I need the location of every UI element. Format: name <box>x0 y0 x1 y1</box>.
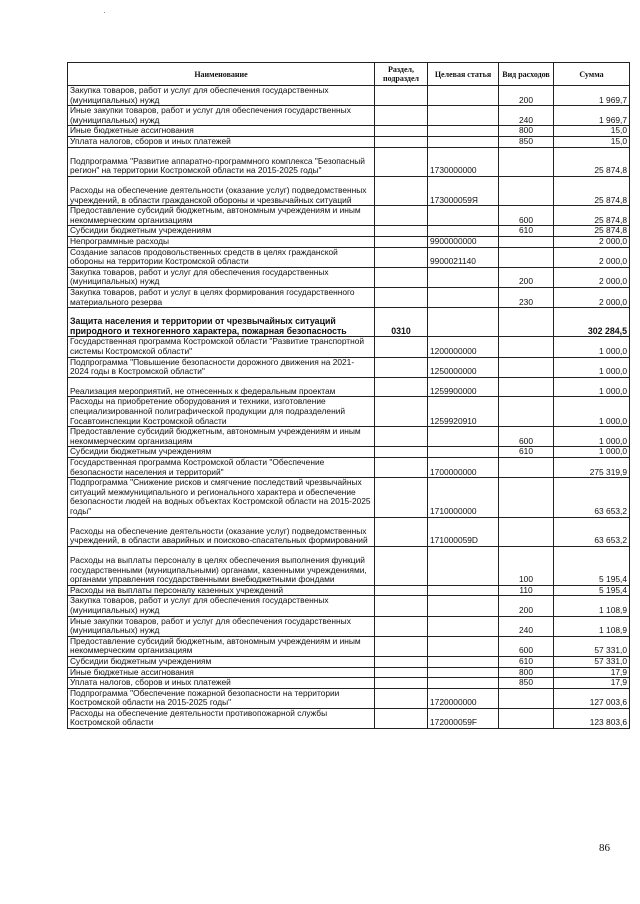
cell-target: 1720000000 <box>428 688 499 708</box>
table-row <box>68 267 630 287</box>
cell-target <box>428 678 499 689</box>
cell-name: Расходы на приобретение оборудования и техники, изготовление специализированной полиграфической продукции для подразделений Госавтоинспекции Костромской области <box>68 397 375 427</box>
cell-type: 110 <box>499 585 554 596</box>
table-row <box>68 688 630 708</box>
table-row <box>68 147 630 176</box>
table-row <box>68 667 630 678</box>
cell-type <box>499 478 554 517</box>
cell-sum: 1 969,7 <box>554 106 630 126</box>
cell-type <box>499 708 554 728</box>
cell-name: Предоставление субсидий бюджетным, автономным учреждениям и иным некоммерческим организациям <box>68 206 375 226</box>
table-row <box>68 377 630 397</box>
table-row <box>68 357 630 377</box>
cell-type: 850 <box>499 136 554 147</box>
cell-section <box>375 478 428 517</box>
cell-sum: 1 000,0 <box>554 397 630 427</box>
header-section: Раздел, подраздел <box>375 63 428 86</box>
cell-target <box>428 226 499 237</box>
cell-section <box>375 206 428 226</box>
cell-sum: 57 331,0 <box>554 656 630 667</box>
cell-target: 9900021140 <box>428 247 499 267</box>
cell-target <box>428 636 499 656</box>
cell-section <box>375 226 428 237</box>
cell-name: Защита населения и территории от чрезвычайных ситуаций природного и техногенного характера, пожарная безопасность <box>68 308 375 337</box>
cell-target <box>428 616 499 636</box>
cell-sum: 1 108,9 <box>554 596 630 616</box>
cell-section <box>375 546 428 585</box>
cell-target <box>428 206 499 226</box>
cell-section <box>375 247 428 267</box>
cell-type: 610 <box>499 447 554 458</box>
cell-sum: 63 653,2 <box>554 478 630 517</box>
cell-section <box>375 86 428 106</box>
cell-type <box>499 377 554 397</box>
table-row <box>68 458 630 478</box>
cell-name: Закупка товаров, работ и услуг для обеспечения государственных (муниципальных) нужд <box>68 267 375 287</box>
table-row <box>68 478 630 517</box>
header-name: Наименование <box>68 63 375 86</box>
cell-name: Создание запасов продовольственных средств в целях гражданской обороны на территории Костромской области <box>68 247 375 267</box>
table-row <box>68 308 630 337</box>
cell-section <box>375 397 428 427</box>
table-body <box>68 86 630 729</box>
cell-name: Государственная программа Костромской области "Развитие транспортной системы Костромской области" <box>68 337 375 357</box>
cell-type: 200 <box>499 86 554 106</box>
cell-section <box>375 678 428 689</box>
cell-name: Подпрограмма "Снижение рисков и смягчение последствий чрезвычайных ситуаций межмуниципального и регионального характера и обеспечение безопасности людей на водных объектах Костромской области на 2015-2025 годы" <box>68 478 375 517</box>
cell-target <box>428 427 499 447</box>
cell-type: 850 <box>499 678 554 689</box>
cell-name: Иные бюджетные ассигнования <box>68 126 375 137</box>
cell-target: 173000059Я <box>428 176 499 205</box>
cell-sum: 15,0 <box>554 136 630 147</box>
cell-section <box>375 357 428 377</box>
budget-table <box>67 62 630 729</box>
cell-name: Подпрограмма "Повышение безопасности дорожного движения на 2021-2024 годы в Костромской области" <box>68 357 375 377</box>
cell-section: 0310 <box>375 308 428 337</box>
cell-sum: 5 195,4 <box>554 546 630 585</box>
cell-target: 9900000000 <box>428 236 499 247</box>
cell-type: 610 <box>499 656 554 667</box>
cell-target: 1730000000 <box>428 147 499 176</box>
cell-type <box>499 176 554 205</box>
cell-type: 240 <box>499 106 554 126</box>
cell-name: Предоставление субсидий бюджетным, автономным учреждениям и иным некоммерческим организациям <box>68 427 375 447</box>
cell-section <box>375 688 428 708</box>
cell-target <box>428 656 499 667</box>
cell-sum: 15,0 <box>554 126 630 137</box>
cell-target: 1259920910 <box>428 397 499 427</box>
cell-target: 1710000000 <box>428 478 499 517</box>
cell-target <box>428 585 499 596</box>
cell-name: Закупка товаров, работ и услуг для обеспечения государственных (муниципальных) нужд <box>68 596 375 616</box>
table-row <box>68 427 630 447</box>
cell-type: 600 <box>499 206 554 226</box>
cell-sum: 275 319,9 <box>554 458 630 478</box>
cell-sum: 25 874,8 <box>554 226 630 237</box>
cell-type: 100 <box>499 546 554 585</box>
cell-section <box>375 267 428 287</box>
cell-target <box>428 106 499 126</box>
cell-type: 230 <box>499 287 554 307</box>
cell-sum: 2 000,0 <box>554 267 630 287</box>
cell-sum: 302 284,5 <box>554 308 630 337</box>
cell-target <box>428 136 499 147</box>
cell-type: 240 <box>499 616 554 636</box>
table-row <box>68 176 630 205</box>
cell-name: Иные закупки товаров, работ и услуг для обеспечения государственных (муниципальных) нужд <box>68 106 375 126</box>
table-row <box>68 136 630 147</box>
cell-sum: 25 874,8 <box>554 147 630 176</box>
cell-target: 1250000000 <box>428 357 499 377</box>
cell-name: Закупка товаров, работ и услуг в целях формирования государственного материального резерва <box>68 287 375 307</box>
cell-target <box>428 596 499 616</box>
cell-sum: 17,9 <box>554 667 630 678</box>
cell-sum: 1 000,0 <box>554 377 630 397</box>
table-row <box>68 636 630 656</box>
table-row <box>68 247 630 267</box>
scan-speck <box>104 12 105 13</box>
header-sum: Сумма <box>554 63 630 86</box>
cell-type: 200 <box>499 596 554 616</box>
header-target: Целевая статья <box>428 63 499 86</box>
cell-sum: 25 874,8 <box>554 206 630 226</box>
cell-type: 610 <box>499 226 554 237</box>
table-row <box>68 596 630 616</box>
cell-target <box>428 546 499 585</box>
cell-sum: 1 000,0 <box>554 357 630 377</box>
cell-type <box>499 247 554 267</box>
cell-section <box>375 176 428 205</box>
cell-target: 172000059F <box>428 708 499 728</box>
cell-type <box>499 397 554 427</box>
cell-sum: 1 000,0 <box>554 447 630 458</box>
cell-section <box>375 667 428 678</box>
cell-section <box>375 337 428 357</box>
cell-sum: 5 195,4 <box>554 585 630 596</box>
cell-section <box>375 427 428 447</box>
cell-type <box>499 458 554 478</box>
cell-type: 600 <box>499 636 554 656</box>
cell-sum: 25 874,8 <box>554 176 630 205</box>
cell-sum: 123 803,6 <box>554 708 630 728</box>
page-number: 86 <box>599 842 610 854</box>
cell-type: 200 <box>499 267 554 287</box>
table-row <box>68 517 630 546</box>
table-row <box>68 585 630 596</box>
table-row <box>68 656 630 667</box>
cell-section <box>375 616 428 636</box>
cell-type: 800 <box>499 667 554 678</box>
cell-target: 1259900000 <box>428 377 499 397</box>
cell-section <box>375 585 428 596</box>
table-row <box>68 337 630 357</box>
cell-sum: 1 000,0 <box>554 427 630 447</box>
cell-target: 1200000000 <box>428 337 499 357</box>
table-row <box>68 678 630 689</box>
cell-sum: 57 331,0 <box>554 636 630 656</box>
cell-name: Расходы на выплаты персоналу в целях обеспечения выполнения функций государственными (муниципальными) органами, казенными учреждениями, органами управления государственными внебюджетными фондами <box>68 546 375 585</box>
cell-type <box>499 308 554 337</box>
cell-target: 1700000000 <box>428 458 499 478</box>
cell-name: Уплата налогов, сборов и иных платежей <box>68 678 375 689</box>
cell-target <box>428 447 499 458</box>
cell-name: Расходы на обеспечение деятельности (оказание услуг) подведомственных учреждений, в области гражданской обороны и чрезвычайных ситуаций <box>68 176 375 205</box>
cell-name: Закупка товаров, работ и услуг для обеспечения государственных (муниципальных) нужд <box>68 86 375 106</box>
cell-section <box>375 636 428 656</box>
table-row <box>68 86 630 106</box>
cell-section <box>375 708 428 728</box>
cell-name: Подпрограмма "Развитие аппаратно-программного комплекса "Безопасный регион" на территории Костромской области на 2015-2025 годы" <box>68 147 375 176</box>
table-row <box>68 126 630 137</box>
cell-sum: 2 000,0 <box>554 287 630 307</box>
table-row <box>68 287 630 307</box>
cell-section <box>375 596 428 616</box>
cell-type: 600 <box>499 427 554 447</box>
header-type: Вид расходов <box>499 63 554 86</box>
cell-section <box>375 656 428 667</box>
cell-name: Субсидии бюджетным учреждениям <box>68 447 375 458</box>
table-row <box>68 236 630 247</box>
table-row <box>68 616 630 636</box>
cell-name: Государственная программа Костромской области "Обеспечение безопасности населения и территорий" <box>68 458 375 478</box>
cell-type: 800 <box>499 126 554 137</box>
cell-sum: 127 003,6 <box>554 688 630 708</box>
cell-target <box>428 667 499 678</box>
cell-type <box>499 147 554 176</box>
cell-section <box>375 147 428 176</box>
cell-type <box>499 688 554 708</box>
cell-sum: 1 108,9 <box>554 616 630 636</box>
cell-name: Расходы на выплаты персоналу казенных учреждений <box>68 585 375 596</box>
table-row <box>68 546 630 585</box>
cell-type <box>499 236 554 247</box>
cell-type <box>499 357 554 377</box>
cell-section <box>375 136 428 147</box>
cell-name: Субсидии бюджетным учреждениям <box>68 656 375 667</box>
cell-section <box>375 447 428 458</box>
cell-sum: 2 000,0 <box>554 247 630 267</box>
cell-sum: 1 969,7 <box>554 86 630 106</box>
cell-sum: 2 000,0 <box>554 236 630 247</box>
cell-name: Расходы на обеспечение деятельности противопожарной службы Костромской области <box>68 708 375 728</box>
cell-name: Предоставление субсидий бюджетным, автономным учреждениям и иным некоммерческим организациям <box>68 636 375 656</box>
cell-section <box>375 377 428 397</box>
table-row <box>68 106 630 126</box>
cell-section <box>375 287 428 307</box>
cell-target <box>428 287 499 307</box>
table-row <box>68 226 630 237</box>
cell-sum: 1 000,0 <box>554 337 630 357</box>
cell-target: 171000059D <box>428 517 499 546</box>
cell-section <box>375 517 428 546</box>
cell-section <box>375 106 428 126</box>
cell-target <box>428 86 499 106</box>
cell-section <box>375 126 428 137</box>
cell-name: Иные бюджетные ассигнования <box>68 667 375 678</box>
cell-type <box>499 337 554 357</box>
cell-name: Субсидии бюджетным учреждениям <box>68 226 375 237</box>
table-row <box>68 447 630 458</box>
cell-target <box>428 126 499 137</box>
cell-type <box>499 517 554 546</box>
cell-section <box>375 236 428 247</box>
cell-name: Иные закупки товаров, работ и услуг для обеспечения государственных (муниципальных) нужд <box>68 616 375 636</box>
cell-target <box>428 267 499 287</box>
cell-name: Подпрограмма "Обеспечение пожарной безопасности на территории Костромской области на 2015-2025 годы" <box>68 688 375 708</box>
table-row <box>68 397 630 427</box>
table-header-row <box>68 63 630 86</box>
cell-section <box>375 458 428 478</box>
cell-sum: 17,9 <box>554 678 630 689</box>
cell-name: Реализация мероприятий, не отнесенных к федеральным проектам <box>68 377 375 397</box>
cell-name: Уплата налогов, сборов и иных платежей <box>68 136 375 147</box>
table-row <box>68 708 630 728</box>
cell-target <box>428 308 499 337</box>
cell-sum: 63 653,2 <box>554 517 630 546</box>
cell-name: Расходы на обеспечение деятельности (оказание услуг) подведомственных учреждений, в области аварийных и поисково-спасательных формирований <box>68 517 375 546</box>
cell-name: Непрограммные расходы <box>68 236 375 247</box>
table-row <box>68 206 630 226</box>
